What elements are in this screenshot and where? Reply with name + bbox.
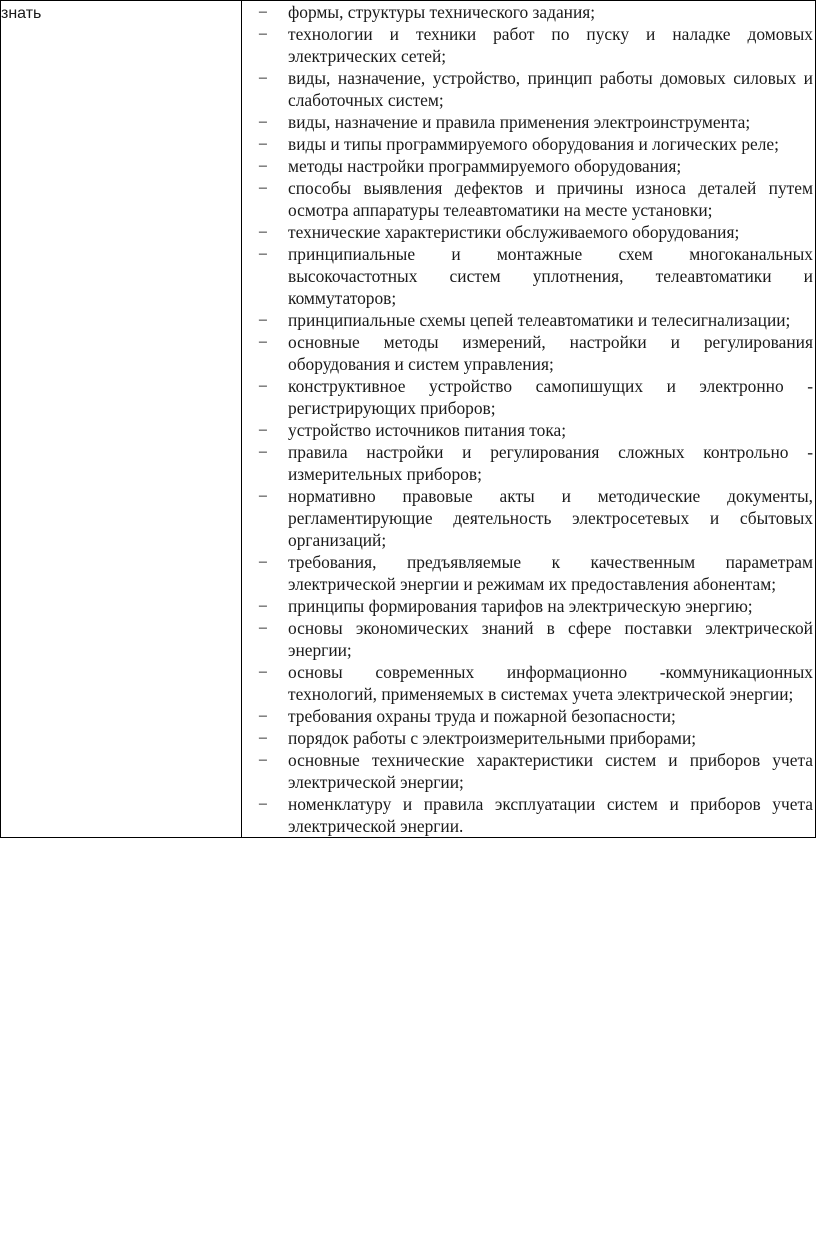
list-item-text: виды и типы программируемого оборудования и логических реле; — [288, 134, 779, 154]
list-item-text: правила настройки и регулирования сложных контрольно - измерительных приборов; — [288, 442, 813, 484]
list-item-text: номенклатуру и правила эксплуатации систем и приборов учета электрической энергии. — [288, 794, 813, 836]
list-item — [242, 67, 815, 111]
list-item — [242, 309, 815, 331]
list-item-text: принципиальные схемы цепей телеавтоматики и телесигнализации; — [288, 310, 791, 330]
label-cell — [1, 1, 242, 838]
knowledge-list — [242, 1, 815, 837]
dash-bullet: − — [258, 618, 268, 638]
list-item-text: основы современных информационно -коммуникационных технологий, применяемых в системах учета электрической энергии; — [288, 662, 813, 704]
list-item — [242, 1, 815, 23]
list-item — [242, 111, 815, 133]
dash-bullet: − — [258, 376, 268, 396]
dash-bullet: − — [258, 112, 268, 132]
list-item — [242, 705, 815, 727]
list-item — [242, 793, 815, 837]
list-item — [242, 155, 815, 177]
row-label: знать — [1, 5, 42, 22]
list-item — [242, 661, 815, 705]
dash-bullet: − — [258, 244, 268, 264]
dash-bullet: − — [258, 156, 268, 176]
list-item — [242, 23, 815, 67]
list-item — [242, 331, 815, 375]
list-item — [242, 375, 815, 419]
dash-bullet: − — [258, 706, 268, 726]
dash-bullet: − — [258, 68, 268, 88]
list-item-text: устройство источников питания тока; — [288, 420, 567, 440]
list-item-text: нормативно правовые акты и методические документы, регламентирующие деятельность электросетевых и сбытовых организаций; — [288, 486, 813, 550]
list-item — [242, 551, 815, 595]
list-item-text: основы экономических знаний в сфере поставки электрической энергии; — [288, 618, 813, 660]
dash-bullet: − — [258, 2, 268, 22]
list-item — [242, 749, 815, 793]
dash-bullet: − — [258, 24, 268, 44]
list-item — [242, 441, 815, 485]
dash-bullet: − — [258, 332, 268, 352]
dash-bullet: − — [258, 552, 268, 572]
list-item — [242, 595, 815, 617]
dash-bullet: − — [258, 442, 268, 462]
dash-bullet: − — [258, 728, 268, 748]
list-item — [242, 243, 815, 309]
list-item-text: принципиальные и монтажные схем многоканальных высокочастотных систем уплотнения, телеавтоматики и коммутаторов; — [288, 244, 813, 308]
list-item-text: методы настройки программируемого оборудования; — [288, 156, 682, 176]
list-item-text: виды, назначение, устройство, принцип работы домовых силовых и слаботочных систем; — [288, 68, 813, 110]
list-item-text: требования, предъявляемые к качественным параметрам электрической энергии и режимам их предоставления абонентам; — [288, 552, 813, 594]
dash-bullet: − — [258, 750, 268, 770]
list-item-text: формы, структуры технического задания; — [288, 2, 596, 22]
dash-bullet: − — [258, 134, 268, 154]
list-item — [242, 133, 815, 155]
list-item — [242, 485, 815, 551]
list-item — [242, 177, 815, 221]
list-item — [242, 419, 815, 441]
list-item-text: технические характеристики обслуживаемого оборудования; — [288, 222, 740, 242]
list-item-text: основные технические характеристики систем и приборов учета электрической энергии; — [288, 750, 813, 792]
table-row — [1, 1, 816, 838]
list-item-text: основные методы измерений, настройки и регулирования оборудования и систем управления; — [288, 332, 813, 374]
dash-bullet: − — [258, 794, 268, 814]
dash-bullet: − — [258, 662, 268, 682]
dash-bullet: − — [258, 596, 268, 616]
dash-bullet: − — [258, 486, 268, 506]
dash-bullet: − — [258, 420, 268, 440]
list-cell — [242, 1, 816, 838]
list-item-text: требования охраны труда и пожарной безопасности; — [288, 706, 676, 726]
dash-bullet: − — [258, 310, 268, 330]
dash-bullet: − — [258, 178, 268, 198]
list-item — [242, 221, 815, 243]
list-item-text: технологии и техники работ по пуску и наладке домовых электрических сетей; — [288, 24, 813, 66]
list-item-text: конструктивное устройство самопишущих и электронно - регистрирующих приборов; — [288, 376, 813, 418]
list-item-text: принципы формирования тарифов на электрическую энергию; — [288, 596, 753, 616]
list-item — [242, 617, 815, 661]
dash-bullet: − — [258, 222, 268, 242]
list-item-text: виды, назначение и правила применения электроинструмента; — [288, 112, 751, 132]
list-item-text: способы выявления дефектов и причины износа деталей путем осмотра аппаратуры телеавтоматики на месте установки; — [288, 178, 813, 220]
list-item-text: порядок работы с электроизмерительными приборами; — [288, 728, 697, 748]
list-item — [242, 727, 815, 749]
